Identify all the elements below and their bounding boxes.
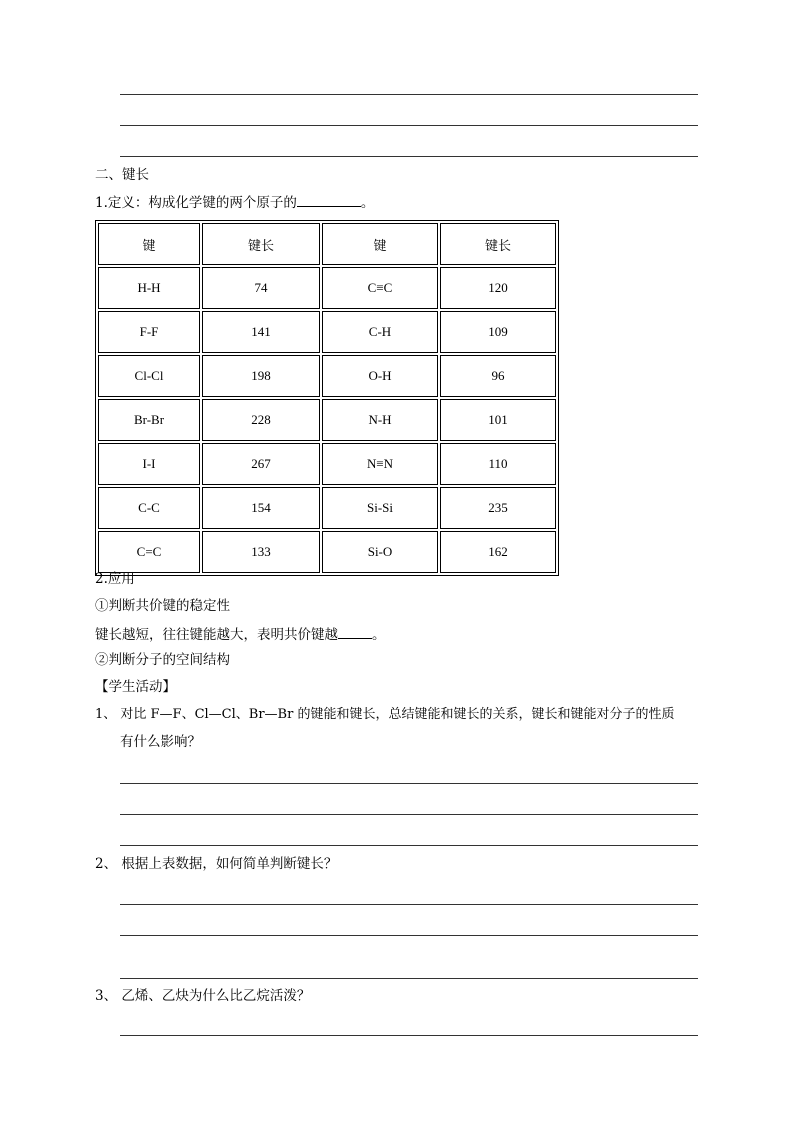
table-row [98, 487, 556, 529]
application-item-2: ②判断分子的空间结构 [95, 652, 230, 668]
table-cell: Br-Br [98, 399, 200, 441]
application-item-1: ①判断共价键的稳定性 [95, 598, 230, 614]
question-2: 2、 根据上表数据，如何简单判断键长？ [95, 856, 338, 872]
table-cell: 235 [440, 487, 556, 529]
answer-line [120, 814, 698, 815]
answer-line [120, 845, 698, 846]
activity-title: 【学生活动】 [95, 679, 176, 695]
table-cell: 101 [440, 399, 556, 441]
answer-line [120, 94, 698, 95]
table-header: 键 [98, 223, 200, 265]
table-row [98, 311, 556, 353]
question-3: 3、 乙烯、乙炔为什么比乙烷活泼？ [95, 988, 311, 1004]
table-header: 键长 [202, 223, 320, 265]
table-cell: 141 [202, 311, 320, 353]
statement-suffix: 。 [372, 627, 386, 643]
stability-statement [95, 624, 386, 644]
table-cell: 109 [440, 311, 556, 353]
table-cell: I-I [98, 443, 200, 485]
table-cell: F-F [98, 311, 200, 353]
table-row [98, 531, 556, 573]
table-cell: 133 [202, 531, 320, 573]
question-1-continued: 有什么影响？ [120, 734, 201, 750]
answer-line [120, 156, 698, 157]
table-cell: 120 [440, 267, 556, 309]
answer-line [120, 1035, 698, 1036]
table-cell: 162 [440, 531, 556, 573]
table-cell: Si-Si [322, 487, 438, 529]
answer-line [120, 978, 698, 979]
table-cell: 267 [202, 443, 320, 485]
table-cell: O-H [322, 355, 438, 397]
table-cell: N≡N [322, 443, 438, 485]
bond-length-table [95, 220, 559, 576]
table-row [98, 267, 556, 309]
answer-line [120, 783, 698, 784]
answer-line [120, 935, 698, 936]
answer-line [120, 904, 698, 905]
fill-blank[interactable] [338, 624, 372, 639]
application-title: 2.应用 [95, 571, 135, 587]
table-row [98, 399, 556, 441]
statement-prefix: 键长越短，往往键能越大，表明共价键越 [95, 627, 338, 643]
table-cell: C≡C [322, 267, 438, 309]
table-cell: 154 [202, 487, 320, 529]
table-cell: 110 [440, 443, 556, 485]
definition-line [95, 192, 374, 212]
table-header: 键长 [440, 223, 556, 265]
table-cell: H-H [98, 267, 200, 309]
definition-suffix: 。 [360, 195, 375, 211]
table-cell: 96 [440, 355, 556, 397]
table-header: 键 [322, 223, 438, 265]
section-title: 二、键长 [95, 167, 149, 183]
table-cell: C-C [98, 487, 200, 529]
table-header-row [98, 223, 556, 265]
table-cell: 228 [202, 399, 320, 441]
table-cell: 198 [202, 355, 320, 397]
answer-line [120, 125, 698, 126]
table-row [98, 355, 556, 397]
table-cell: C=C [98, 531, 200, 573]
table-cell: Si-O [322, 531, 438, 573]
question-1: 1、 对比 F—F、Cl—Cl、Br—Br 的键能和键长，总结键能和键长的关系，键长和键能对分子的性质 [95, 707, 675, 722]
table-row [98, 443, 556, 485]
table-cell: 74 [202, 267, 320, 309]
table-cell: Cl-Cl [98, 355, 200, 397]
table-cell: N-H [322, 399, 438, 441]
fill-blank[interactable] [297, 192, 361, 207]
definition-prefix: 1.定义：构成化学键的两个原子的 [95, 195, 297, 211]
table-cell: C-H [322, 311, 438, 353]
